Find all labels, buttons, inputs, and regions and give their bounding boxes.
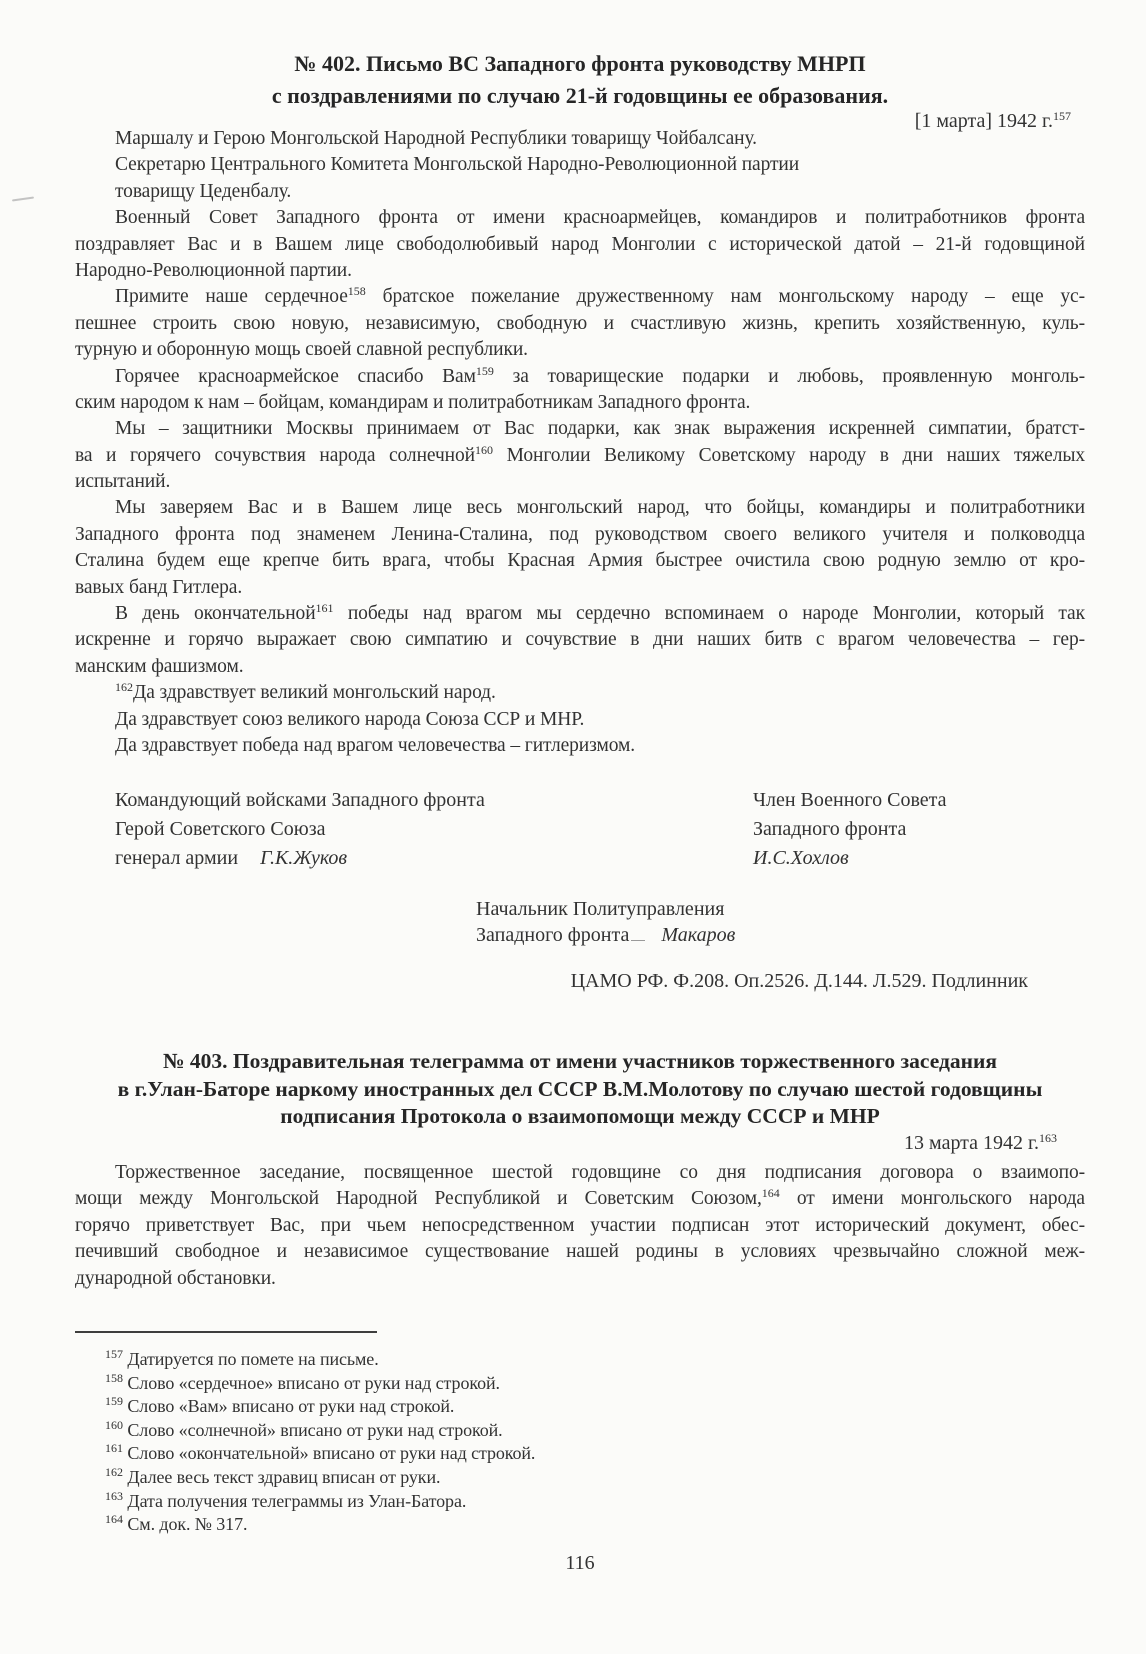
text-line: Да здравствует победа над врагом человечества – гитлеризмом. [115, 734, 636, 756]
text-line: Западного фронта под знаменем Ленина-Сталина, под руководством своего великого учителя и полководца [75, 523, 1085, 545]
footnote-number: 162 [105, 1464, 123, 1479]
footnote: $^{160}$ Слово «солнечной» вписано от руки над строкой. [105, 1417, 503, 1440]
footnotes-section [75, 1348, 1085, 1537]
text-line: товарищу Цеденбалу. [115, 180, 292, 202]
text-line: дународной обстановки. [75, 1267, 276, 1289]
footnote-ref: 163 [1039, 1131, 1057, 1145]
text-line: печивший свободное и независимое существование нашей родины в условиях чрезвычайно сложной меж- [75, 1241, 1085, 1263]
footnote-ref: 157 [1053, 109, 1071, 123]
text-line: Торжественное заседание, посвященное шестой годовщине со дня подписания договора о взаимопо- [115, 1162, 1085, 1183]
footnote-ref: 164 [761, 1186, 780, 1201]
signature-title: Западного фронта [753, 818, 907, 840]
text-line: пешнее строить свою новую, независимую, свободную и счастливую жизнь, крепить хозяйственную, куль- [75, 312, 1085, 334]
text-line: мощи между Монгольской Народной Республикой и Советским Союзом,$^{164}$ от имени монгольского народа [75, 1186, 1085, 1210]
doc403-title-line3: подписания Протокола о взаимопомощи между СССР и МНР [280, 1104, 880, 1128]
footnote: $^{158}$ Слово «сердечное» вписано от руки над строкой. [105, 1370, 500, 1393]
footnote: $^{163}$ Дата получения телеграммы из Улан-Батора. [105, 1488, 467, 1511]
signature-center-column [476, 896, 735, 948]
footnote-ref: 162 [115, 680, 133, 695]
text-line: горячо приветствует Вас, при чьем непосредственном участии подписан этот исторический документ, обес- [75, 1214, 1085, 1236]
signature-title: Член Военного Совета [753, 789, 947, 811]
footnote: $^{162}$ Далее весь текст здравиц вписан от руки. [105, 1464, 441, 1487]
signature-title: Начальник Политуправления [476, 898, 725, 920]
signature-rank: генерал армии [115, 847, 239, 869]
text-line: Мы заверяем Вас и в Вашем лице весь монгольский народ, что бойцы, командиры и политработники [115, 497, 1085, 519]
text-line: Мы – защитники Москвы принимаем от Вас подарки, как знак выражения искренней симпатии, братст- [115, 418, 1085, 440]
doc403-date-text: 13 марта 1942 г. [904, 1132, 1039, 1154]
signature-title-name [476, 922, 735, 948]
signature-title: Командующий войсками Западного фронта [115, 789, 485, 811]
signature-name: И.С.Хохлов [753, 847, 849, 869]
doc402-date-text: [1 марта] 1942 г. [914, 110, 1053, 132]
doc403-body [75, 1162, 1085, 1294]
footnote-number: 160 [105, 1417, 123, 1432]
text-line: В день окончательной$^{161}$ победы над врагом мы сердечно вспоминаем о народе Монголии, который так [115, 601, 1085, 625]
doc402-body [75, 128, 1085, 761]
footnote-ref: 159 [475, 363, 494, 378]
scan-artifact [12, 196, 34, 201]
doc402-title [75, 48, 1085, 112]
doc402-title-line2: с поздравлениями по случаю 21-й годовщины ее образования. [271, 83, 889, 108]
text-line: вавых банд Гитлера. [75, 576, 243, 598]
text-line: ским народом к нам – бойцам, командирам и политработникам Западного фронта. [75, 391, 751, 413]
text-line: $^{162}$Да здравствует великий монгольский народ. [115, 680, 496, 704]
text-line: Горячее красноармейское спасибо Вам$^{159}$ за товарищеские подарки и любовь, проявленную монголь- [115, 363, 1085, 387]
footnote: $^{161}$ Слово «окончательной» вписано от руки над строкой. [105, 1441, 536, 1464]
signature-title: Герой Советского Союза [115, 818, 326, 840]
text-line: искренне и горячо выражает свою симпатию и сочувствие в дни наших битв с врагом человечества – гер- [75, 629, 1085, 651]
text-line: Военный Совет Западного фронта от имени красноармейцев, командиров и политработников фронта [115, 207, 1085, 229]
doc403-title-line2: в г.Улан-Баторе наркому иностранных дел СССР В.М.Молотову по случаю шестой годовщины [117, 1076, 1043, 1101]
footnote-ref: 158 [347, 284, 366, 299]
signature-rank-name [115, 844, 485, 873]
text-line: турную и оборонную мощь своей славной республики. [75, 339, 528, 361]
text-line: Да здравствует союз великого народа Союза ССР и МНР. [115, 708, 585, 730]
footnote-number: 161 [105, 1441, 123, 1456]
signature-name: Г.К.Жуков [260, 847, 348, 869]
footnote-number: 164 [105, 1512, 123, 1527]
footnote-number: 158 [105, 1370, 123, 1385]
text-line: поздравляет Вас и в Вашем лице свободолюбивый народ Монголии с исторической датой – 21-й годовщиной [75, 233, 1085, 255]
text-line: испытаний. [75, 471, 171, 493]
footnote-number: 157 [105, 1347, 123, 1361]
doc403-title [75, 1048, 1085, 1131]
signature-right-column [753, 786, 947, 873]
archive-reference: ЦАМО РФ. Ф.208. Оп.2526. Д.144. Л.529. Подлинник [570, 970, 1028, 992]
footnote: $^{159}$ Слово «Вам» вписано от руки над строкой. [105, 1394, 455, 1417]
text-line: Примите наше сердечное$^{158}$ братское пожелание дружественному нам монгольскому народу – еще ус- [115, 284, 1085, 308]
footnote-ref: 161 [315, 601, 334, 616]
doc402-title-line1: № 402. Письмо ВС Западного фронта руководству МНРП [294, 51, 866, 76]
text-line: Секретарю Центрального Комитета Монгольской Народно-Революционной партии [115, 154, 800, 176]
footnote-number: 163 [105, 1488, 123, 1503]
text-line: Народно-Революционной партии. [75, 259, 352, 281]
text-line: ва и горячего сочувствия народа солнечной$^{160}$ Монголии Великому Советскому народу в дни наших тяжелых [75, 442, 1085, 466]
footnote-ref: 160 [475, 442, 494, 457]
text-line: Маршалу и Герою Монгольской Народной Республики товарищу Чойбалсану. [115, 128, 757, 149]
footnote: $^{164}$ См. док. № 317. [105, 1512, 248, 1535]
signature-title: Западного фронта [476, 924, 630, 946]
signature-name: Макаров [661, 924, 736, 946]
signature-left-column [115, 786, 485, 873]
footnote-number: 159 [105, 1394, 123, 1409]
signature-stroke [631, 922, 645, 941]
footnote: $^{157}$ Датируется по помете на письме. [105, 1347, 379, 1369]
text-line: манским фашизмом. [75, 655, 244, 677]
doc403-date [75, 1132, 1085, 1155]
footnote-separator-rule [75, 1331, 377, 1333]
text-line: Сталина будем еще крепче бить врага, чтобы Красная Армия быстрее очистила свою родную землю от кро- [75, 550, 1085, 572]
doc403-title-line1: № 403. Поздравительная телеграмма от имени участников торжественного заседания [162, 1049, 998, 1073]
page-number: 116 [565, 1552, 595, 1574]
